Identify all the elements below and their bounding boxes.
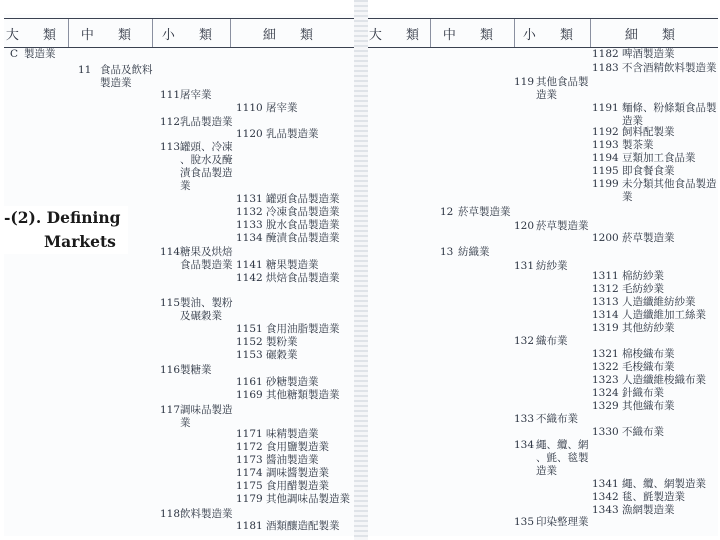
class-name-line: 其他糖類製造業: [266, 389, 340, 401]
class-name-line: 棉梭織布業: [622, 348, 675, 360]
book-binding: [354, 0, 368, 540]
header-detail-class: 細 類: [590, 19, 719, 47]
class-code: 131: [514, 260, 535, 272]
slide-title-line-1: -(2). Defining: [4, 208, 121, 227]
class-name-line: 人造纖維加工絲業: [622, 309, 706, 321]
class-code: 1194: [592, 152, 619, 164]
class-code: 1171: [236, 428, 263, 440]
class-code: 1311: [592, 270, 619, 282]
slide-title-line-2: Markets: [44, 232, 116, 251]
class-name-line: 飼料配製業: [622, 126, 675, 138]
class-name-line: 織布業: [536, 335, 568, 347]
class-code: 1312: [592, 283, 619, 295]
class-name-line: 製糖業: [180, 364, 212, 376]
class-name-line: 脫水食品製造業: [266, 219, 340, 231]
class-name-line: 印染整理業: [536, 516, 589, 528]
class-code: 1342: [592, 491, 619, 503]
class-code: 114: [160, 246, 181, 258]
table-header: [368, 18, 718, 48]
class-code: 1132: [236, 206, 263, 218]
class-code: 113: [160, 141, 181, 153]
class-code: 112: [160, 116, 181, 128]
class-code: 135: [514, 516, 535, 528]
header-minor-class: 小 類: [152, 19, 231, 47]
class-name-line: 麵條、粉條類食品製: [622, 102, 717, 114]
class-name-line: 、脫水及醃: [180, 154, 233, 166]
class-code: 1142: [236, 272, 263, 284]
class-name-line: 其他調味品製造業: [266, 493, 350, 505]
class-code: 13: [440, 246, 454, 258]
class-name-line: 味精製造業: [266, 428, 319, 440]
class-name-line: 不含酒精飲料製造業: [622, 62, 717, 74]
class-name-line: 酒類釀造配製業: [266, 520, 340, 532]
class-code: 1133: [236, 219, 263, 231]
class-name-line: 罐頭、冷凍: [180, 141, 233, 153]
class-code: 1191: [592, 102, 619, 114]
class-name-line: 紡織業: [458, 246, 490, 258]
class-name-line: 乳品製造業: [180, 116, 233, 128]
slide-title: [0, 206, 128, 254]
class-name-line: 毯、氈製造業: [622, 491, 685, 503]
class-name-line: 針織布業: [622, 387, 664, 399]
class-code: 134: [514, 439, 535, 451]
class-name-line: 冷凍食品製造業: [266, 206, 340, 218]
class-name-line: 紡紗業: [536, 260, 568, 272]
class-name-line: 棉紡紗業: [622, 270, 664, 282]
class-name-line: 造業: [622, 115, 643, 127]
class-code: 1141: [236, 259, 263, 271]
class-name-line: 糖果製造業: [266, 259, 319, 271]
header-major-class: 大 類: [5, 27, 67, 43]
class-name-line: 食用油脂製造業: [266, 323, 340, 335]
class-name-line: 碾穀業: [266, 349, 298, 361]
class-code: 1313: [592, 296, 619, 308]
class-name-line: 漬食品製造: [180, 167, 233, 179]
header-detail-class: 細 類: [230, 19, 355, 47]
class-code: 1182: [592, 48, 619, 60]
class-code: 1192: [592, 126, 619, 138]
class-code: 1322: [592, 361, 619, 373]
class-name-line: 造業: [536, 89, 557, 101]
class-code: 1152: [236, 336, 263, 348]
class-name-line: 製油、製粉: [180, 297, 233, 309]
class-code: 118: [160, 508, 181, 520]
class-name-line: 人造纖維梭織布業: [622, 374, 706, 386]
class-name-line: 菸草製造業: [622, 232, 675, 244]
class-code: 1314: [592, 309, 619, 321]
class-code: 115: [160, 297, 181, 309]
catalog-page-left: [4, 14, 354, 536]
class-code: 1175: [236, 480, 263, 492]
class-code: 133: [514, 413, 535, 425]
header-major-class: 大 類: [368, 27, 430, 43]
class-name-line: 業: [180, 180, 191, 192]
class-name-line: 調味品製造: [180, 404, 233, 416]
class-code: 132: [514, 335, 535, 347]
class-name-line: 不織布業: [622, 426, 664, 438]
class-name-line: 製粉業: [266, 336, 298, 348]
class-name-line: 調味醬製造業: [266, 467, 329, 479]
class-name-line: 其他織布業: [622, 400, 675, 412]
class-code: 111: [160, 89, 181, 101]
class-name-line: 食用鹽製造業: [266, 441, 329, 453]
class-name-line: 其他食品製: [536, 76, 589, 88]
header-mid-class: 中 類: [68, 19, 153, 47]
class-name-line: 醃漬食品製造業: [266, 232, 340, 244]
class-name-line: 繩、纜、網製造業: [622, 478, 706, 490]
class-name-line: 人造纖維紡紗業: [622, 296, 696, 308]
class-code: 1173: [236, 454, 263, 466]
class-code: 1329: [592, 400, 619, 412]
class-code: 1199: [592, 178, 619, 190]
class-name-line: 菸草製造業: [536, 220, 589, 232]
class-name-line: 毛紡紗業: [622, 283, 664, 295]
class-name-line: 豆類加工食品業: [622, 152, 696, 164]
class-code: 1161: [236, 376, 263, 388]
class-code: 1169: [236, 389, 263, 401]
class-code: 1200: [592, 232, 619, 244]
class-name-line: 烘焙食品製造業: [266, 272, 340, 284]
class-code: 1193: [592, 139, 619, 151]
class-code: C: [10, 48, 19, 60]
class-code: 1324: [592, 387, 619, 399]
class-name-line: 飲料製造業: [180, 508, 233, 520]
class-name-line: 漁網製造業: [622, 504, 675, 516]
class-code: 1319: [592, 322, 619, 334]
class-code: 1131: [236, 193, 263, 205]
class-name-line: 不織布業: [536, 413, 578, 425]
class-code: 120: [514, 220, 535, 232]
class-name-line: 及碾穀業: [180, 310, 222, 322]
class-code: 1120: [236, 128, 263, 140]
class-code: 1110: [236, 102, 263, 114]
class-name-line: 食品及飲料: [100, 64, 153, 76]
class-name-line: 乳品製造業: [266, 128, 319, 140]
class-code: 1151: [236, 323, 263, 335]
class-code: 1153: [236, 349, 263, 361]
class-code: 117: [160, 404, 181, 416]
class-name-line: 繩、纜、網: [536, 439, 589, 451]
class-name-line: 罐頭食品製造業: [266, 193, 340, 205]
class-code: 11: [78, 64, 92, 76]
class-name-line: 造業: [536, 465, 557, 477]
class-name-line: 啤酒製造業: [622, 48, 675, 60]
class-name-line: 製茶業: [622, 139, 654, 151]
class-code: 1321: [592, 348, 619, 360]
catalog-page-right: [368, 14, 718, 536]
class-code: 12: [440, 206, 454, 218]
class-code: 1179: [236, 493, 263, 505]
class-code: 1134: [236, 232, 263, 244]
class-code: 119: [514, 76, 535, 88]
class-name-line: 未分類其他食品製造: [622, 178, 717, 190]
class-name-line: 業: [622, 191, 633, 203]
class-code: 1323: [592, 374, 619, 386]
class-code: 1341: [592, 478, 619, 490]
class-name-line: 砂糖製造業: [266, 376, 319, 388]
header-mid-class: 中 類: [430, 19, 515, 47]
class-code: 1195: [592, 165, 619, 177]
class-name-line: 製造業: [100, 77, 132, 89]
class-name-line: 醬油製造業: [266, 454, 319, 466]
class-name-line: 食用醋製造業: [266, 480, 329, 492]
class-name-line: 製造業: [24, 48, 56, 60]
class-name-line: 食品製造業: [180, 259, 233, 271]
class-name-line: 、氈、毯製: [536, 452, 589, 464]
class-name-line: 屠宰業: [266, 102, 298, 114]
class-code: 116: [160, 364, 181, 376]
class-name-line: 菸草製造業: [458, 206, 511, 218]
class-name-line: 屠宰業: [180, 89, 212, 101]
class-name-line: 其他紡紗業: [622, 322, 675, 334]
class-code: 1174: [236, 467, 263, 479]
class-name-line: 即食餐食業: [622, 165, 675, 177]
class-code: 1172: [236, 441, 263, 453]
header-minor-class: 小 類: [514, 19, 591, 47]
class-code: 1183: [592, 62, 619, 74]
class-name-line: 糖果及烘焙: [180, 246, 233, 258]
class-name-line: 業: [180, 417, 191, 429]
table-header: [4, 18, 354, 48]
class-name-line: 毛梭織布業: [622, 361, 675, 373]
class-code: 1181: [236, 520, 263, 532]
class-code: 1343: [592, 504, 619, 516]
class-code: 1330: [592, 426, 619, 438]
